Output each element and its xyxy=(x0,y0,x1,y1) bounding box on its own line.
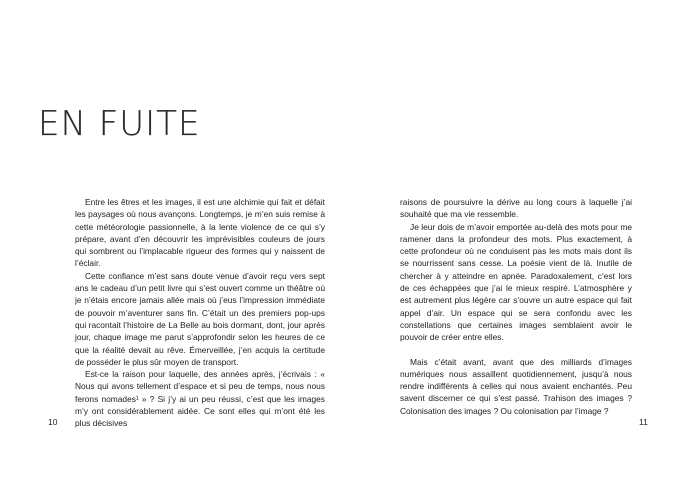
paragraph: Cette confiance m’est sans doute venue d’avoir reçu vers sept ans le cadeau d’un petit livre qui s’est ouvert comme un théâtre où je n’étais encore jamais allée mais où j’eus l’impression immédiate de pouvoir m’aventurer sans fin. C’était un des premiers pop-ups qui racontait l’histoire de La Belle au bois dormant, dont, jour après jour, chaque image me parut s’approfondir selon les heures de ce que la réalité devait au rêve. Émerveillée, j’en acquis la certitude de posséder le plus sûr moyen de transport. xyxy=(75,270,325,367)
paragraph: Entre les êtres et les images, il est une alchimie qui fait et défait les paysages où nous avançons. Longtemps, je m’en suis remise à cette météorologie passionnelle, à la lente violence de ce qui s’y prépare, avant d’en découvrir les imprévisibles couleurs de jours qui sombrent ou l’implacable rigueur des formes qui y naissent de l’éclair. xyxy=(75,197,325,269)
paragraph: Est-ce la raison pour laquelle, des années après, j’écrivais : « Nous qui avons tellement d’espace et si peu de temps, nous nous ferons nomades¹ » ? Si j’y ai un peu réussi, c’est que les images m’y ont considérablement aidée. Ce sont elles qui m’ont été les plus décisives xyxy=(75,369,325,429)
paragraph: raisons de poursuivre la dérive au long cours à laquelle j’ai souhaité que ma vie ressemble. xyxy=(400,197,632,220)
page-number-right: 11 xyxy=(639,417,648,427)
chapter-title: EN FUITE xyxy=(38,104,201,144)
left-page-text xyxy=(75,196,325,430)
page-number-left: 10 xyxy=(48,417,58,427)
paragraph: Mais c’était avant, avant que des milliards d’images numériques nous assaillent quotidiennement, jusqu’à nous rendre indifférents à celles qui nous avaient enchantés. Peu savent discerner ce qui s’est passé. Trahison des images ? Colonisation des images ? Ou colonisation par l’image ? xyxy=(400,356,632,416)
paragraph: Je leur dois de m’avoir emportée au-delà des mots pour me ramener dans la profondeur des mots. Plus exactement, à cette profondeur où ne conduisent pas les mots mais dont ils se nourrissent sans cesse. La poésie vient de là. Inutile de chercher à y atteindre en apnée. Paradoxalement, c’est lors de ces échappées que j’ai le mieux respiré. L’atmosphère y est autrement plus légère car s’ouvre un autre espace qui fait appel d’air. Un espace qui se sera confondu avec les constellations que certaines images semblaient avoir le pouvoir de créer entre elles. xyxy=(400,221,632,343)
right-page-text xyxy=(400,196,632,417)
